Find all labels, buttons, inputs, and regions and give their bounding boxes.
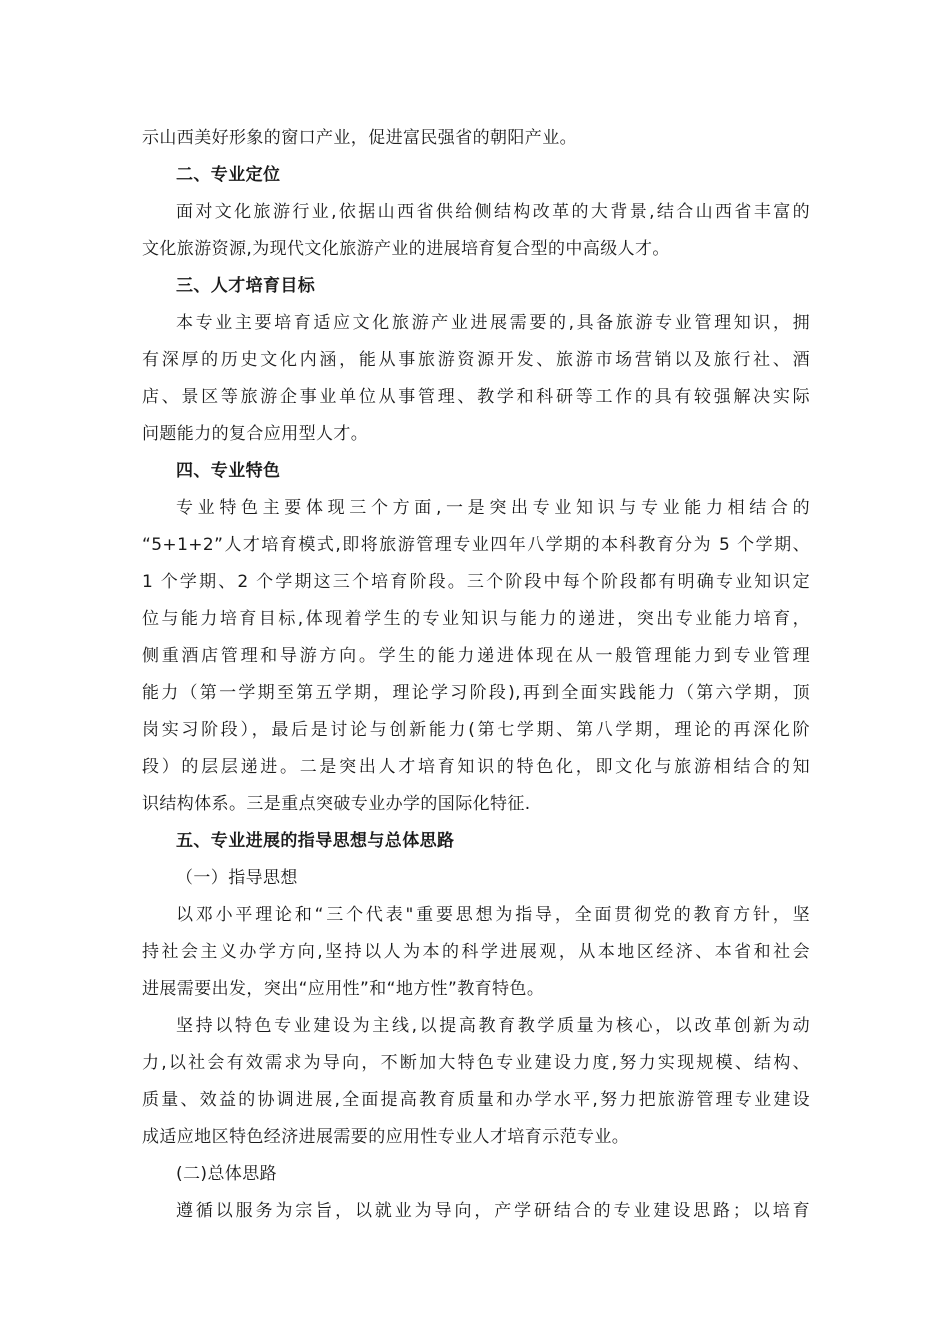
body-text-line: 能力（第一学期至第五学期，理论学习阶段),再到全面实践能力（第六学期，顶 (142, 683, 810, 703)
subsection-heading: （一）指导思想 (176, 868, 298, 888)
body-text-line: 文化旅游资源,为现代文化旅游产业的进展培育复合型的中高级人才。 (142, 239, 670, 259)
body-text-line: 侧重酒店管理和导游方向。学生的能力递进体现在从一般管理能力到专业管理 (142, 646, 810, 666)
section-heading: 五、专业进展的指导思想与总体思路 (176, 831, 455, 851)
body-text-line: 有深厚的历史文化内涵，能从事旅游资源开发、旅游市场营销以及旅行社、酒 (142, 350, 810, 370)
body-text-line: 本专业主要培育适应文化旅游产业进展需要的,具备旅游专业管理知识，拥 (176, 313, 810, 333)
body-text-line: 质量、效益的协调进展,全面提高教育质量和办学水平,努力把旅游管理专业建设 (142, 1090, 810, 1110)
body-text-line: 专业特色主要体现三个方面,一是突出专业知识与专业能力相结合的 (176, 498, 810, 518)
body-text-line: “5+1+2”人才培育模式,即将旅游管理专业四年八学期的本科教育分为 5 个学期、 (142, 535, 810, 555)
body-text-line: 示山西美好形象的窗口产业，促进富民强省的朝阳产业。 (142, 128, 577, 148)
body-text-line: 岗实习阶段），最后是讨论与创新能力(第七学期、第八学期，理论的再深化阶 (142, 720, 810, 740)
body-text-line: 力,以社会有效需求为导向，不断加大特色专业建设力度,努力实现规模、结构、 (142, 1053, 810, 1073)
body-text-line: 持社会主义办学方向,坚持以人为本的科学进展观，从本地区经济、本省和社会 (142, 942, 810, 962)
body-text-line: 成适应地区特色经济进展需要的应用性专业人才培育示范专业。 (142, 1127, 630, 1147)
section-heading: 三、人才培育目标 (176, 276, 316, 296)
body-text-line: 1 个学期、2 个学期这三个培育阶段。三个阶段中每个阶段都有明确专业知识定 (142, 572, 810, 592)
body-text-line: 坚持以特色专业建设为主线,以提高教育教学质量为核心，以改革创新为动 (176, 1016, 810, 1036)
body-text-line: 识结构体系。三是重点突破专业办学的国际化特征. (142, 794, 531, 814)
section-heading: 四、专业特色 (176, 461, 281, 481)
document-body (142, 120, 810, 1230)
body-text-line: 段）的层层递进。二是突出人才培育知识的特色化，即文化与旅游相结合的知 (142, 757, 810, 777)
body-text-line: 问题能力的复合应用型人才。 (142, 424, 369, 444)
body-text-line: 面对文化旅游行业,依据山西省供给侧结构改革的大背景,结合山西省丰富的 (176, 202, 810, 222)
body-text-line: 进展需要出发，突出“应用性”和“地方性”教育特色。 (142, 979, 545, 999)
body-text-line: 遵循以服务为宗旨，以就业为导向，产学研结合的专业建设思路；以培育 (176, 1201, 810, 1221)
section-heading: 二、专业定位 (176, 165, 281, 185)
body-text-line: 店、景区等旅游企事业单位从事管理、教学和科研等工作的具有较强解决实际 (142, 387, 810, 407)
body-text-line: 以邓小平理论和“三个代表"重要思想为指导，全面贯彻党的教育方针，坚 (176, 905, 810, 925)
subsection-heading: (二)总体思路 (176, 1164, 278, 1184)
body-text-line: 位与能力培育目标,体现着学生的专业知识与能力的递进，突出专业能力培育， (142, 609, 810, 629)
